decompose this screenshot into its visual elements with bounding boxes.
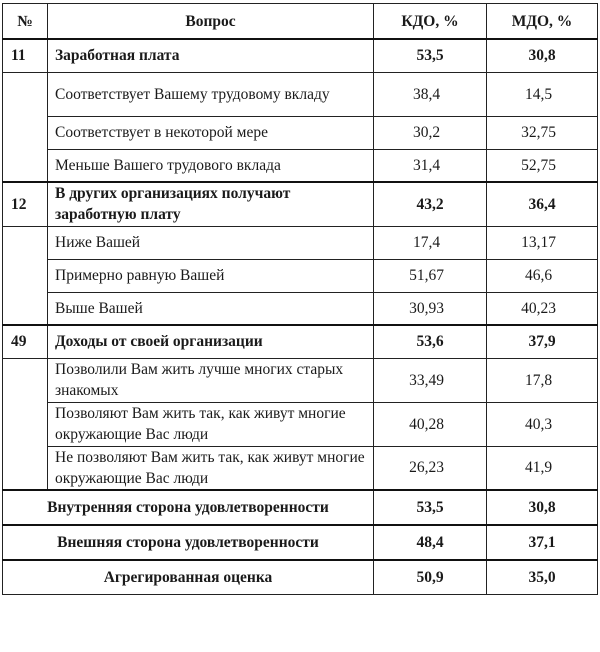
table-row [3, 259, 598, 292]
row-kdo: 53,6 [374, 325, 487, 358]
row-mdo: 32,75 [487, 116, 598, 149]
row-mdo: 30,8 [487, 39, 598, 72]
table-row [3, 292, 598, 325]
row-question: Не позволяют Вам жить так, как живут многие окружающие Вас люди [48, 446, 374, 490]
summary-kdo: 53,5 [374, 490, 487, 525]
row-kdo: 31,4 [374, 149, 487, 182]
header-mdo: МДО, % [487, 4, 598, 40]
row-question: Позволяют Вам жить так, как живут многие окружающие Вас люди [48, 402, 374, 446]
row-kdo: 30,2 [374, 116, 487, 149]
row-question: В других организациях получают заработную плату [48, 182, 374, 226]
row-mdo: 46,6 [487, 259, 598, 292]
header-kdo: КДО, % [374, 4, 487, 40]
header-question: Вопрос [48, 4, 374, 40]
table-row [3, 358, 598, 402]
row-mdo: 41,9 [487, 446, 598, 490]
row-question: Меньше Вашего трудового вклада [48, 149, 374, 182]
row-kdo: 17,4 [374, 226, 487, 259]
summary-kdo: 50,9 [374, 560, 487, 595]
row-question: Доходы от своей организации [48, 325, 374, 358]
table-row [3, 402, 598, 446]
summary-row [3, 525, 598, 560]
row-kdo: 51,67 [374, 259, 487, 292]
table-row [3, 116, 598, 149]
row-mdo: 36,4 [487, 182, 598, 226]
row-num: 49 [3, 325, 48, 358]
table-row-topic [3, 39, 598, 72]
row-kdo: 43,2 [374, 182, 487, 226]
table-row [3, 446, 598, 490]
header-row [3, 4, 598, 40]
row-num: 12 [3, 182, 48, 226]
table-row [3, 226, 598, 259]
summary-label: Агрегированная оценка [3, 560, 374, 595]
table-row-topic [3, 325, 598, 358]
summary-mdo: 30,8 [487, 490, 598, 525]
row-kdo: 40,28 [374, 402, 487, 446]
summary-label: Внутренняя сторона удовлетворенности [3, 490, 374, 525]
table-row [3, 72, 598, 116]
row-kdo: 26,23 [374, 446, 487, 490]
row-mdo: 13,17 [487, 226, 598, 259]
table-row [3, 149, 598, 182]
summary-mdo: 35,0 [487, 560, 598, 595]
summary-mdo: 37,1 [487, 525, 598, 560]
row-mdo: 52,75 [487, 149, 598, 182]
row-kdo: 38,4 [374, 72, 487, 116]
row-num-empty [3, 72, 48, 182]
row-question: Соответствует в некоторой мере [48, 116, 374, 149]
row-kdo: 30,93 [374, 292, 487, 325]
row-question: Ниже Вашей [48, 226, 374, 259]
row-question: Заработная плата [48, 39, 374, 72]
row-question: Соответствует Вашему трудовому вкладу [48, 72, 374, 116]
row-mdo: 40,3 [487, 402, 598, 446]
table-row-topic [3, 182, 598, 226]
row-kdo: 53,5 [374, 39, 487, 72]
row-mdo: 17,8 [487, 358, 598, 402]
summary-kdo: 48,4 [374, 525, 487, 560]
row-num-empty [3, 226, 48, 325]
row-mdo: 40,23 [487, 292, 598, 325]
row-num: 11 [3, 39, 48, 72]
summary-row [3, 560, 598, 595]
row-question: Примерно равную Вашей [48, 259, 374, 292]
row-question: Выше Вашей [48, 292, 374, 325]
header-num: № [3, 4, 48, 40]
summary-row [3, 490, 598, 525]
row-mdo: 37,9 [487, 325, 598, 358]
row-num-empty [3, 358, 48, 490]
row-question: Позволили Вам жить лучше многих старых знакомых [48, 358, 374, 402]
summary-label: Внешняя сторона удовлетворенности [3, 525, 374, 560]
row-mdo: 14,5 [487, 72, 598, 116]
data-table [2, 3, 598, 595]
row-kdo: 33,49 [374, 358, 487, 402]
